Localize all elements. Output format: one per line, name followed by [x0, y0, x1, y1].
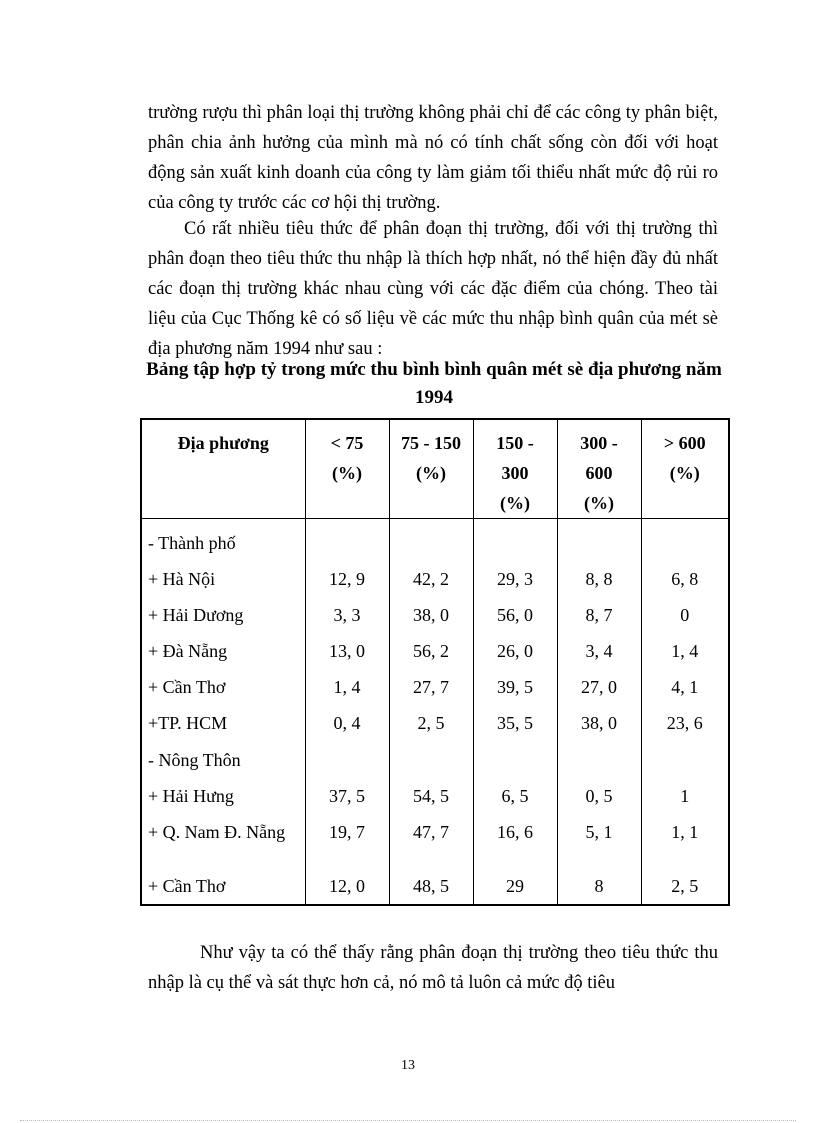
cell-300-600: 8	[557, 868, 641, 905]
cell-75-150	[389, 519, 473, 562]
table-row	[141, 705, 729, 741]
row-locality: + Hải Hưng	[141, 778, 305, 814]
header-75-150: 75 - 150 (%)	[389, 419, 473, 519]
paragraph-conclusion: Như vậy ta có thể thấy rằng phân đoạn thị trường theo tiêu thức thu nhập là cụ thể và sát thực hơn cả, nó mô tả luôn cả mức độ tiêu	[148, 943, 718, 993]
cell-75-150: 42, 2	[389, 561, 473, 597]
cell-75-150: 27, 7	[389, 669, 473, 705]
table-row	[141, 868, 729, 905]
cell-150-300: 56, 0	[473, 597, 557, 633]
header-lt-75: < 75 (%)	[305, 419, 389, 519]
cell-lt-75: 1, 4	[305, 669, 389, 705]
row-locality: + Cần Thơ	[141, 669, 305, 705]
cell-300-600: 38, 0	[557, 705, 641, 741]
row-locality: - Nông Thôn	[141, 742, 305, 778]
table-row	[141, 778, 729, 814]
row-locality: + Hải Dương	[141, 597, 305, 633]
cell-lt-75	[305, 742, 389, 778]
table-header-row	[141, 419, 729, 519]
cell-lt-75: 37, 5	[305, 778, 389, 814]
cell-75-150: 54, 5	[389, 778, 473, 814]
cell-150-300: 29, 3	[473, 561, 557, 597]
cell-gt-600	[641, 519, 729, 562]
cell-gt-600: 1, 4	[641, 633, 729, 669]
cell-gt-600: 23, 6	[641, 705, 729, 741]
cell-150-300: 39, 5	[473, 669, 557, 705]
cell-300-600	[557, 742, 641, 778]
cell-150-300: 6, 5	[473, 778, 557, 814]
cell-300-600: 27, 0	[557, 669, 641, 705]
cell-150-300: 16, 6	[473, 814, 557, 868]
cell-300-600: 0, 5	[557, 778, 641, 814]
paragraph-continuation: trường rượu thì phân loại thị trường không phải chỉ để các công ty phân biệt, phân chia ảnh hưởng của mình mà nó có tính chất sống còn đối với hoạt động sản xuất kinh doanh của công ty làm giảm tối thiểu nhất mức độ rủi ro của công ty trước các cơ hội thị trường.	[148, 103, 718, 213]
cell-75-150: 56, 2	[389, 633, 473, 669]
cell-lt-75: 3, 3	[305, 597, 389, 633]
cell-lt-75: 0, 4	[305, 705, 389, 741]
cell-150-300	[473, 519, 557, 562]
cell-150-300: 26, 0	[473, 633, 557, 669]
cell-150-300: 29	[473, 868, 557, 905]
cell-300-600: 8, 7	[557, 597, 641, 633]
table-row-rural-group	[141, 742, 729, 778]
page-bottom-divider	[20, 1120, 796, 1121]
cell-lt-75: 19, 7	[305, 814, 389, 868]
cell-gt-600: 0	[641, 597, 729, 633]
cell-gt-600: 4, 1	[641, 669, 729, 705]
row-locality: - Thành phố	[141, 519, 305, 562]
page-number: 13	[401, 1058, 415, 1073]
cell-75-150: 48, 5	[389, 868, 473, 905]
header-gt-600: > 600 (%)	[641, 419, 729, 519]
header-150-300: 150 - 300 (%)	[473, 419, 557, 519]
cell-lt-75	[305, 519, 389, 562]
cell-gt-600: 2, 5	[641, 868, 729, 905]
row-locality: + Hà Nội	[141, 561, 305, 597]
table-row	[141, 814, 729, 868]
cell-gt-600	[641, 742, 729, 778]
cell-gt-600: 1	[641, 778, 729, 814]
cell-lt-75: 13, 0	[305, 633, 389, 669]
cell-75-150: 47, 7	[389, 814, 473, 868]
cell-300-600: 5, 1	[557, 814, 641, 868]
table-row	[141, 597, 729, 633]
header-300-600: 300 - 600 (%)	[557, 419, 641, 519]
table-row	[141, 561, 729, 597]
cell-75-150: 38, 0	[389, 597, 473, 633]
row-locality: + Đà Nẵng	[141, 633, 305, 669]
table-row	[141, 669, 729, 705]
income-table	[140, 418, 730, 906]
table-caption: Bảng tập hợp tỷ trong mức thu bình bình quân mét sè địa phương năm 1994	[146, 359, 722, 408]
cell-150-300: 35, 5	[473, 705, 557, 741]
cell-75-150	[389, 742, 473, 778]
cell-300-600: 8, 8	[557, 561, 641, 597]
row-locality: + Q. Nam Đ. Nẵng	[141, 814, 305, 868]
header-locality: Địa phương	[141, 419, 305, 519]
cell-300-600	[557, 519, 641, 562]
cell-75-150: 2, 5	[389, 705, 473, 741]
cell-150-300	[473, 742, 557, 778]
cell-gt-600: 6, 8	[641, 561, 729, 597]
row-locality: +TP. HCM	[141, 705, 305, 741]
row-locality: + Cần Thơ	[141, 868, 305, 905]
table-row-city-group	[141, 519, 729, 562]
cell-gt-600: 1, 1	[641, 814, 729, 868]
paragraph-income-segmentation: Có rất nhiều tiêu thức để phân đoạn thị trường, đối với thị trường thì phân đoạn theo tiêu thức thu nhập là thích hợp nhất, nó thể hiện đầy đủ nhất các đoạn thị trường khác nhau cùng với các đặc điểm của chóng. Theo tài liệu của Cục Thống kê có số liệu về các mức thu nhập bình quân của mét sè địa phương năm 1994 như sau :	[148, 219, 718, 359]
table-row	[141, 633, 729, 669]
cell-lt-75: 12, 0	[305, 868, 389, 905]
cell-lt-75: 12, 9	[305, 561, 389, 597]
cell-300-600: 3, 4	[557, 633, 641, 669]
